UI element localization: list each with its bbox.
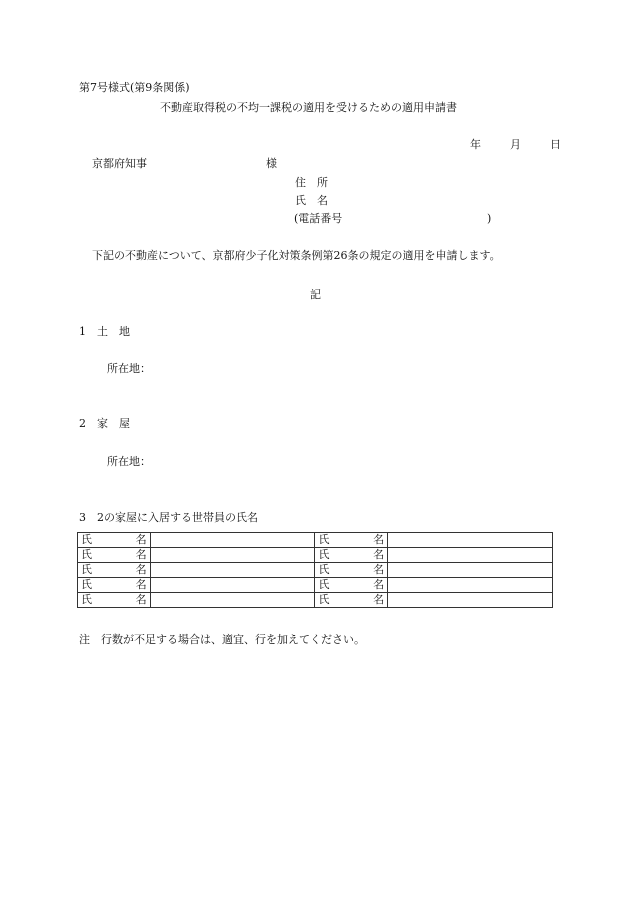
- member-name-field[interactable]: [388, 563, 553, 578]
- label-char: 名: [373, 533, 385, 546]
- label-char: 名: [135, 578, 147, 591]
- member-name-label: [78, 548, 151, 563]
- label-char: 氏: [81, 593, 92, 606]
- member-name-label: [315, 533, 388, 548]
- applicant-phone-close: ): [487, 212, 492, 225]
- body-text: 下記の不動産について、京都府少子化対策条例第26条の規定の適用を申請します。: [92, 249, 501, 262]
- applicant-address-label: 住 所: [295, 176, 328, 189]
- member-name-label: [78, 563, 151, 578]
- label-char: 氏: [81, 548, 92, 561]
- table-row: [78, 578, 553, 593]
- date-line: [470, 138, 561, 152]
- members-table: [77, 532, 553, 608]
- addressee-name: 京都府知事: [92, 157, 147, 170]
- member-name-field[interactable]: [388, 578, 553, 593]
- label-char: 氏: [81, 533, 92, 546]
- date-month: 月: [510, 138, 521, 151]
- label-char: 氏: [318, 578, 330, 591]
- label-char: 名: [135, 563, 147, 576]
- member-name-label: [78, 533, 151, 548]
- table-row: [78, 548, 553, 563]
- date-year: 年: [470, 138, 481, 151]
- section3-heading: 3 2の家屋に入居する世帯員の氏名: [79, 511, 258, 524]
- date-day: 日: [550, 138, 561, 151]
- label-char: 氏: [318, 548, 330, 561]
- member-name-field[interactable]: [388, 548, 553, 563]
- label-char: 名: [135, 548, 147, 561]
- member-name-field[interactable]: [150, 548, 315, 563]
- member-name-label: [78, 578, 151, 593]
- addressee-honorific: 様: [266, 157, 277, 170]
- document-title: 不動産取得税の不均一課税の適用を受けるための適用申請書: [160, 101, 457, 114]
- member-name-label: [315, 563, 388, 578]
- member-name-label: [315, 548, 388, 563]
- label-char: 氏: [81, 578, 92, 591]
- form-number: 第7号様式(第9条関係): [79, 81, 190, 94]
- member-name-field[interactable]: [150, 578, 315, 593]
- member-name-field[interactable]: [150, 533, 315, 548]
- applicant-phone-label: (電話番号: [294, 212, 343, 225]
- table-row: [78, 593, 553, 608]
- member-name-field[interactable]: [150, 593, 315, 608]
- label-char: 名: [135, 533, 147, 546]
- section1-location-label: 所在地：: [107, 362, 151, 375]
- member-name-label: [315, 578, 388, 593]
- label-char: 名: [373, 593, 385, 606]
- label-char: 名: [373, 548, 385, 561]
- ki-heading: 記: [310, 288, 321, 301]
- member-name-field[interactable]: [388, 593, 553, 608]
- label-char: 名: [135, 593, 147, 606]
- section2-heading: 2 家 屋: [79, 417, 130, 430]
- label-char: 氏: [318, 563, 330, 576]
- label-char: 氏: [318, 593, 330, 606]
- label-char: 氏: [81, 563, 92, 576]
- member-name-field[interactable]: [388, 533, 553, 548]
- applicant-name-label: 氏 名: [295, 194, 328, 207]
- section1-heading: 1 土 地: [79, 325, 130, 338]
- member-name-label: [315, 593, 388, 608]
- label-char: 氏: [318, 533, 330, 546]
- label-char: 名: [373, 578, 385, 591]
- section2-location-label: 所在地：: [107, 455, 151, 468]
- table-row: [78, 533, 553, 548]
- member-name-field[interactable]: [150, 563, 315, 578]
- note: 注 行数が不足する場合は、適宜、行を加えてください。: [79, 633, 365, 646]
- label-char: 名: [373, 563, 385, 576]
- member-name-label: [78, 593, 151, 608]
- table-row: [78, 563, 553, 578]
